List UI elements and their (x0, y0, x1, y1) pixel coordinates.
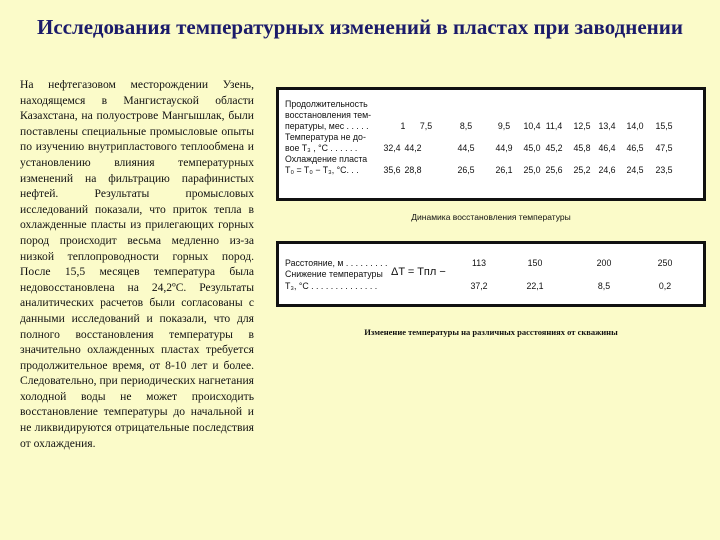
table-cell: 24,6 (598, 165, 616, 175)
table-cell: 200 (596, 258, 612, 268)
table-cell: 46,4 (598, 143, 616, 153)
table-cell: 14,0 (626, 121, 644, 131)
table1-caption: Динамика восстановления температуры (411, 212, 571, 222)
table-cell: 113 (471, 258, 487, 268)
table2-row-distance (279, 258, 703, 270)
table-cell: 28,8 (404, 165, 422, 175)
table-cell: 26,5 (457, 165, 475, 175)
table-cell: 44,2 (404, 143, 422, 153)
body-text: На нефтегазовом месторождении Узень, находящемся в Мангистауской области Казахстана, на полуострове Мангышлак, были поставлены специальные промысловые опыты по изучению внутрипластового теплообмена и установлению влияния температурных изменений на фильтрацию парафинистых нефтей. Результаты промысловых исследований показали, что приток тепла в охлажденные пласты из прилегающих горных пород происходит весьма медленно из-за низкой теплопроводности горных пород. После 15,5 месяцев температура была недовосстановлена на 24,2ºС. Результаты аналитических расчетов были согласованы с данными исследований и показали, что для полного восстановления температуры в значительно охлажденных пластах требуется продолжительное время, от 8-10 лет и более. Следовательно, при периодических нагнетания холодной воды не может происходить восстановление температуры до начальной и не ликвидируются отрицательные последствия от охлаждения. (20, 78, 254, 450)
table-cell: 45,8 (573, 143, 591, 153)
table-cell: 0,2 (658, 281, 672, 291)
table-cell: 25,2 (573, 165, 591, 175)
page-title: Исследования температурных изменений в пластах при заводнении (37, 15, 683, 39)
table-cell: 7,5 (419, 121, 433, 131)
table-cell: 250 (657, 258, 673, 268)
table-cell: 47,5 (655, 143, 673, 153)
table-cell: 23,5 (655, 165, 673, 175)
table-cell: 25,0 (523, 165, 541, 175)
table-cell: 8,5 (459, 121, 473, 131)
table-cell: 8,5 (597, 281, 611, 291)
table-cell: 13,4 (598, 121, 616, 131)
table-cell: 22,1 (526, 281, 544, 291)
table1-row-months (279, 121, 703, 133)
table-cell: 9,5 (497, 121, 511, 131)
table2-label-decrease: Снижение температуры (285, 269, 383, 279)
table1-label-0: Продолжительность (285, 99, 368, 109)
table1-label-2: пературы, мес . . . . . (285, 121, 369, 131)
table-cell: 46,5 (626, 143, 644, 153)
table2-label-distance: Расстояние, м . . . . . . . . . (285, 258, 388, 268)
table-cell: 37,2 (470, 281, 488, 291)
table-cell: 26,1 (495, 165, 513, 175)
table-cell: 150 (527, 258, 543, 268)
table-restoration-dynamics (276, 87, 706, 201)
table1-label-6: T₀ = T₀ − T₃, °С. . . (285, 165, 359, 175)
table-cell: 25,6 (545, 165, 563, 175)
table-cell: 15,5 (655, 121, 673, 131)
table-distance-temperature (276, 241, 706, 307)
table2-label-t3: T₃, °С . . . . . . . . . . . . . . (285, 281, 378, 291)
delta-formula: ΔT = Tпл − (391, 266, 446, 278)
table-cell: 44,5 (457, 143, 475, 153)
table-cell: 11,4 (545, 121, 563, 131)
table-cell: 1 (400, 121, 406, 131)
table1-row-temperature (279, 143, 703, 155)
table-cell: 12,5 (573, 121, 591, 131)
table1-row-cooling (279, 165, 703, 177)
table2-row-decrease (279, 281, 703, 293)
table-cell: 24,5 (626, 165, 644, 175)
table1-label-5: Охлаждение пласта (285, 154, 368, 164)
table-cell: 45,0 (523, 143, 541, 153)
table-cell: 32,4 (383, 143, 401, 153)
table1-label-1: восстановления тем- (285, 110, 372, 120)
table1-label-4: вое T₃ , °С . . . . . . (285, 143, 358, 153)
table2-caption: Изменение температуры на различных расстояниях от скважины (364, 327, 618, 337)
table-cell: 35,6 (383, 165, 401, 175)
table-cell: 45,2 (545, 143, 563, 153)
table-cell: 44,9 (495, 143, 513, 153)
table-cell: 10,4 (523, 121, 541, 131)
table1-label-3: Температура не до- (285, 132, 366, 142)
